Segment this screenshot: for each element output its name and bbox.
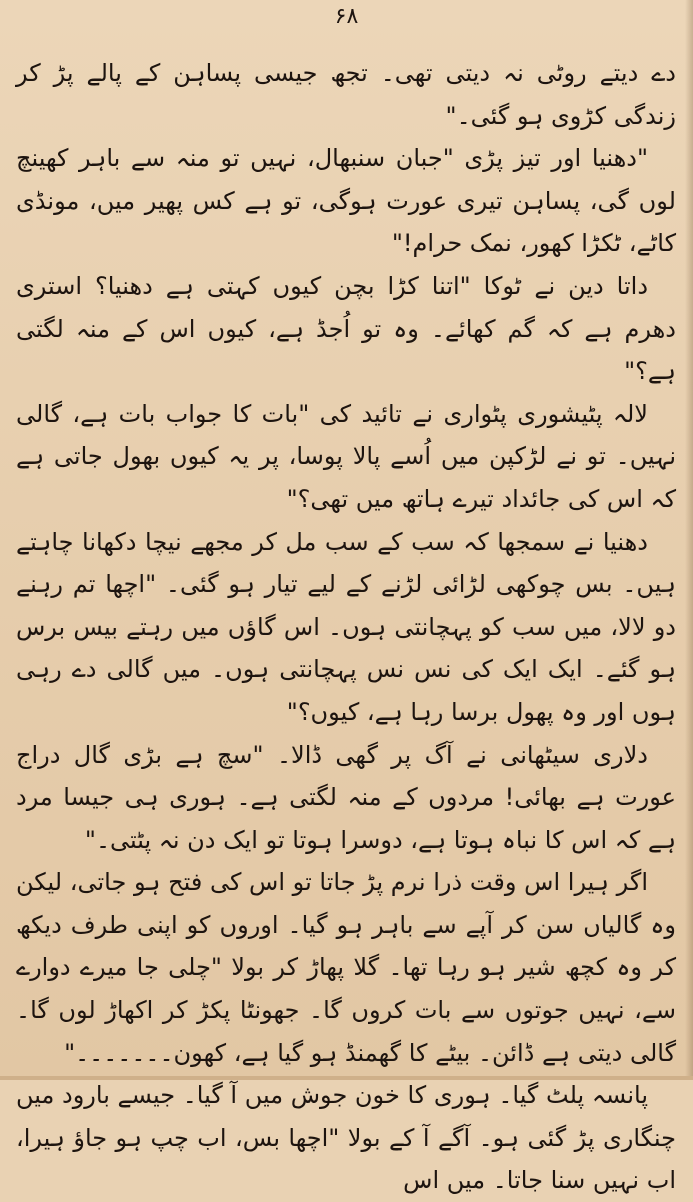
page-edge-shadow: [685, 0, 693, 1080]
paragraph-8: پانسہ پلٹ گیا۔ ہوری کا خون جوش میں آ گیا۔ جیسے بارود میں چنگاری پڑ گئی ہو۔ آگے آ کے بولا "اچھا بس، اب چپ ہو جاؤ ہیرا، اب نہیں سنا جاتا۔ میں اس: [16, 1081, 676, 1195]
paragraph-2: "دھنیا اور تیز پڑی "جبان سنبھال، نہیں تو منہ سے باہر کھینچ لوں گی، پساہن تیری عورت ہوگی، تو ہے کس پھیر میں، مونڈی کاٹے، ٹکڑا کھور، نمک حرام!": [16, 144, 676, 258]
paragraph-6: دلاری سیٹھانی نے آگ پر گھی ڈالا۔ "سچ ہے بڑی گال دراج عورت ہے بھائی! مردوں کے منہ لگتی ہے۔ ہوری ہی جیسا مرد ہے کہ اس کا نباہ ہوتا ہے، دوسرا ہوتا تو ایک دن نہ پٹتی۔": [16, 740, 676, 854]
page-body-text: [16, 52, 676, 1202]
page-bottom-edge: [0, 1076, 693, 1080]
page-number: ۶۸: [334, 4, 359, 29]
paragraph-5: دھنیا نے سمجھا کہ سب کے سب مل کر مجھے نیچا دکھانا چاہتے ہیں۔ بس چوکھی لڑائی لڑنے کے لیے تیار ہو گئی۔ "اچھا تم رہنے دو لالا، میں سب کو پہچانتی ہوں۔ اس گاؤں میں رہتے بیس برس ہو گئے۔ ایک ایک کی نس نس پہچانتی ہوں۔ میں گالی دے رہی ہوں اور وہ پھول برسا رہا ہے، کیوں؟": [16, 527, 676, 726]
paragraph-7: اگر ہیرا اس وقت ذرا نرم پڑ جاتا تو اس کی فتح ہو جاتی، لیکن وہ گالیاں سن کر آپے سے باہر ہو گیا۔ اوروں کو اپنی طرف دیکھ کر وہ کچھ شیر ہو رہا تھا۔ گلا پھاڑ کر بولا "چلی جا میرے دوارے سے، نہیں جوتوں سے بات کروں گا۔ جھونٹا پکڑ کر اکھاڑ لوں گا۔ گالی دیتی ہے ڈائن۔ بیٹے کا گھمنڈ ہو گیا ہے، کھون۔۔۔۔۔۔۔": [16, 868, 676, 1067]
paragraph-3: داتا دین نے ٹوکا "اتنا کڑا بچن کیوں کہتی ہے دھنیا؟ استری دھرم ہے کہ گم کھائے۔ وہ تو اُجڈ ہے، کیوں اس کے منہ لگتی ہے؟": [16, 271, 676, 386]
paragraph-1: دے دیتے روٹی نہ دیتی تھی۔ تجھ جیسی پساہن کے پالے پڑ کر زندگی کڑوی ہو گئی۔": [16, 59, 676, 130]
paragraph-4: لالہ پٹیشوری پٹواری نے تائید کی "بات کا جواب بات ہے، گالی نہیں۔ تو نے لڑکپن میں اُسے پالا پوسا، پر یہ کیوں بھول جاتی ہے کہ اس کی جائداد تیرے ہاتھ میں تھی؟": [16, 399, 676, 513]
